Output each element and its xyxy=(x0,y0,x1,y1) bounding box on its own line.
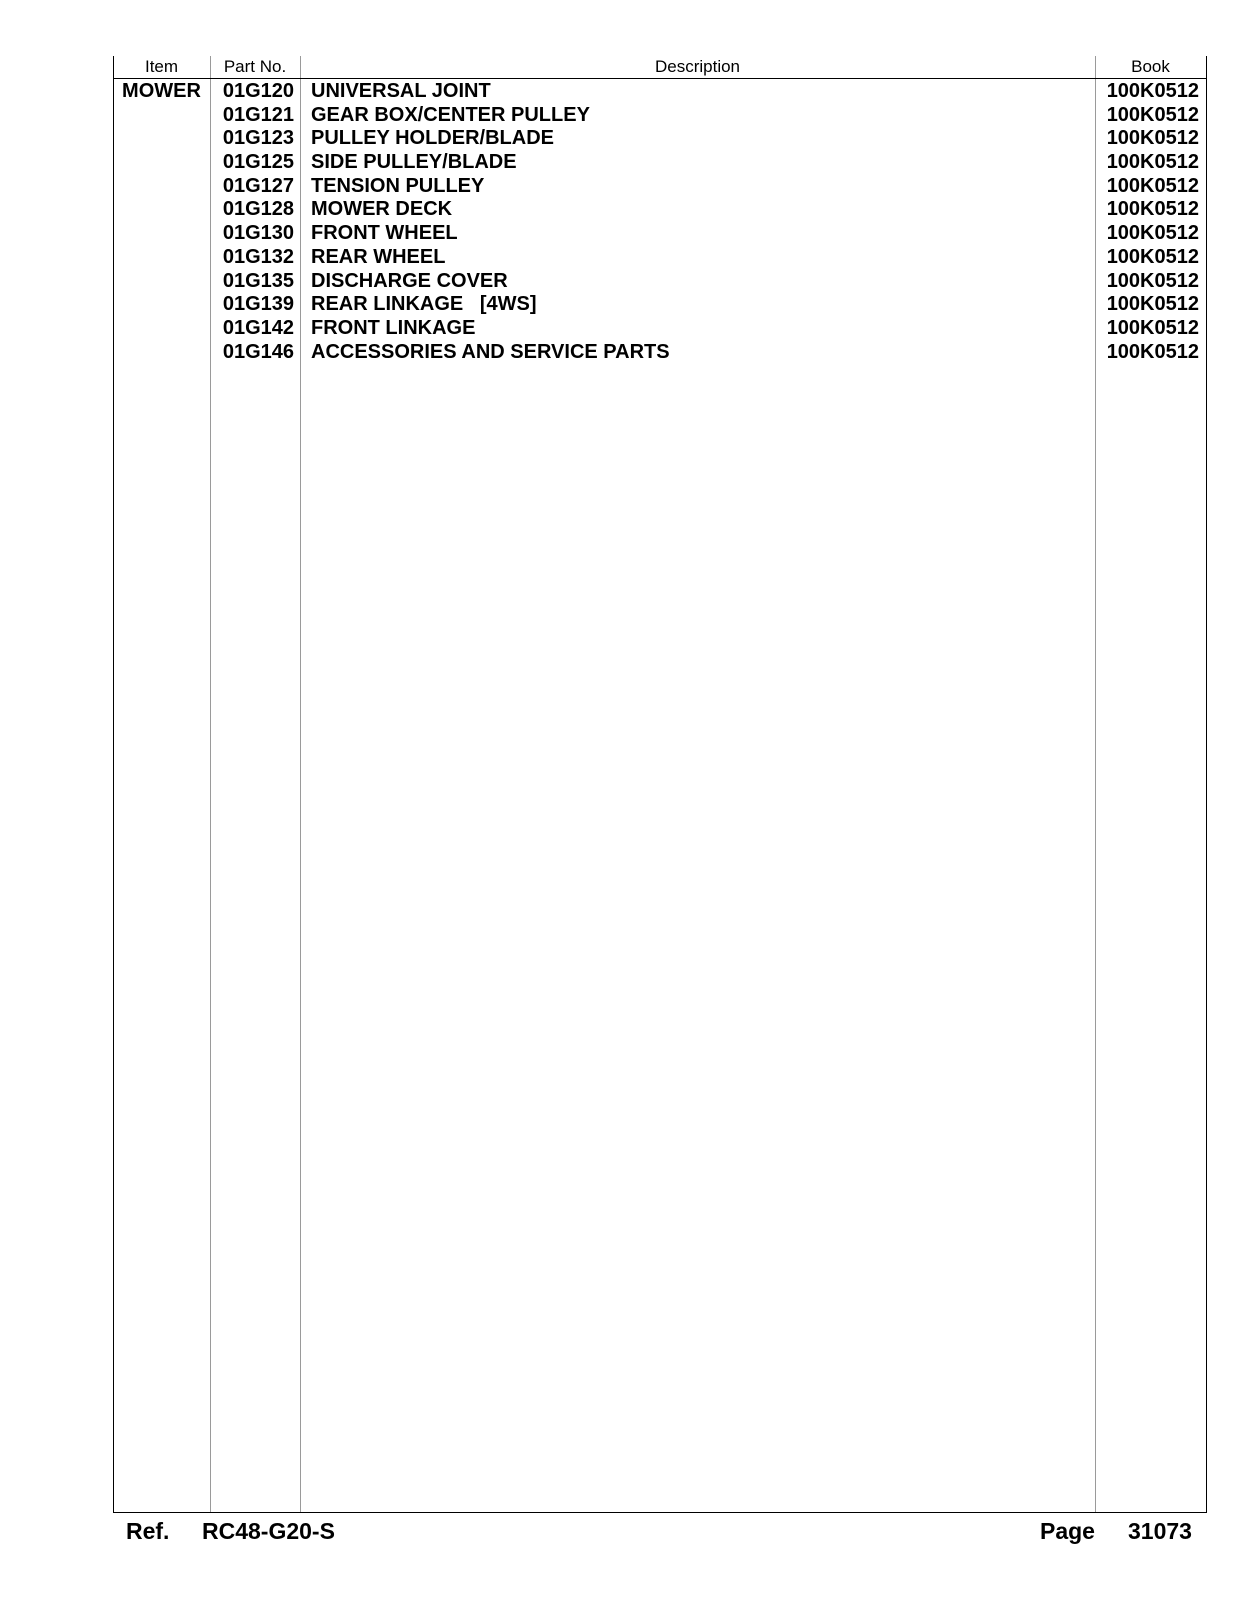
description-cell: ACCESSORIES AND SERVICE PARTS xyxy=(311,340,670,363)
book-cell: 100K0512 xyxy=(1106,103,1199,126)
table-row xyxy=(0,175,1236,199)
parts-table-body xyxy=(0,80,1236,364)
table-bottom-border xyxy=(113,1512,1207,1513)
part-no-cell: 01G128 xyxy=(222,198,294,221)
book-cell: 100K0512 xyxy=(1106,151,1199,174)
description-cell: DISCHARGE COVER xyxy=(311,269,508,292)
book-cell: 100K0512 xyxy=(1106,269,1199,292)
book-cell: 100K0512 xyxy=(1106,198,1199,221)
item-cell: MOWER xyxy=(122,80,201,102)
footer-page-label: Page xyxy=(1040,1518,1095,1544)
table-row xyxy=(0,246,1236,270)
footer-ref-value: RC48-G20-S xyxy=(202,1518,335,1544)
part-no-cell: 01G120 xyxy=(222,80,294,102)
header-divider xyxy=(113,78,1207,79)
description-cell: TENSION PULLEY xyxy=(311,174,485,197)
description-cell: FRONT WHEEL xyxy=(311,222,458,245)
part-no-cell: 01G135 xyxy=(222,269,294,292)
table-row xyxy=(0,270,1236,294)
book-cell: 100K0512 xyxy=(1106,340,1199,363)
description-cell: REAR LINKAGE [4WS] xyxy=(311,293,537,316)
book-cell: 100K0512 xyxy=(1106,245,1199,268)
table-row xyxy=(0,127,1236,151)
table-row xyxy=(0,198,1236,222)
table-row xyxy=(0,104,1236,128)
book-cell: 100K0512 xyxy=(1106,174,1199,197)
description-cell: FRONT LINKAGE xyxy=(311,316,476,339)
book-cell: 100K0512 xyxy=(1106,222,1199,245)
header-part-no: Part No. xyxy=(223,57,287,76)
table-row xyxy=(0,222,1236,246)
part-no-cell: 01G123 xyxy=(222,127,294,150)
description-cell: UNIVERSAL JOINT xyxy=(311,80,491,102)
description-cell: REAR WHEEL xyxy=(311,245,446,268)
table-row xyxy=(0,151,1236,175)
book-cell: 100K0512 xyxy=(1106,80,1199,102)
header-description: Description xyxy=(654,57,741,76)
part-no-cell: 01G139 xyxy=(222,293,294,316)
part-no-cell: 01G132 xyxy=(222,245,294,268)
book-cell: 100K0512 xyxy=(1106,316,1199,339)
footer-page-number: 31073 xyxy=(1128,1518,1192,1544)
part-no-cell: 01G142 xyxy=(222,316,294,339)
part-no-cell: 01G130 xyxy=(222,222,294,245)
description-cell: PULLEY HOLDER/BLADE xyxy=(311,127,554,150)
description-cell: MOWER DECK xyxy=(311,198,453,221)
header-book: Book xyxy=(1131,57,1170,76)
description-cell: SIDE PULLEY/BLADE xyxy=(311,151,517,174)
part-no-cell: 01G121 xyxy=(222,103,294,126)
book-cell: 100K0512 xyxy=(1106,293,1199,316)
part-no-cell: 01G125 xyxy=(222,151,294,174)
header-item: Item xyxy=(144,57,179,76)
footer-ref-label: Ref. xyxy=(126,1518,170,1544)
table-row xyxy=(0,317,1236,341)
part-no-cell: 01G146 xyxy=(222,340,294,363)
book-cell: 100K0512 xyxy=(1106,127,1199,150)
description-cell: GEAR BOX/CENTER PULLEY xyxy=(311,103,590,126)
part-no-cell: 01G127 xyxy=(222,174,294,197)
table-row xyxy=(0,80,1236,104)
table-row xyxy=(0,341,1236,365)
table-row xyxy=(0,293,1236,317)
